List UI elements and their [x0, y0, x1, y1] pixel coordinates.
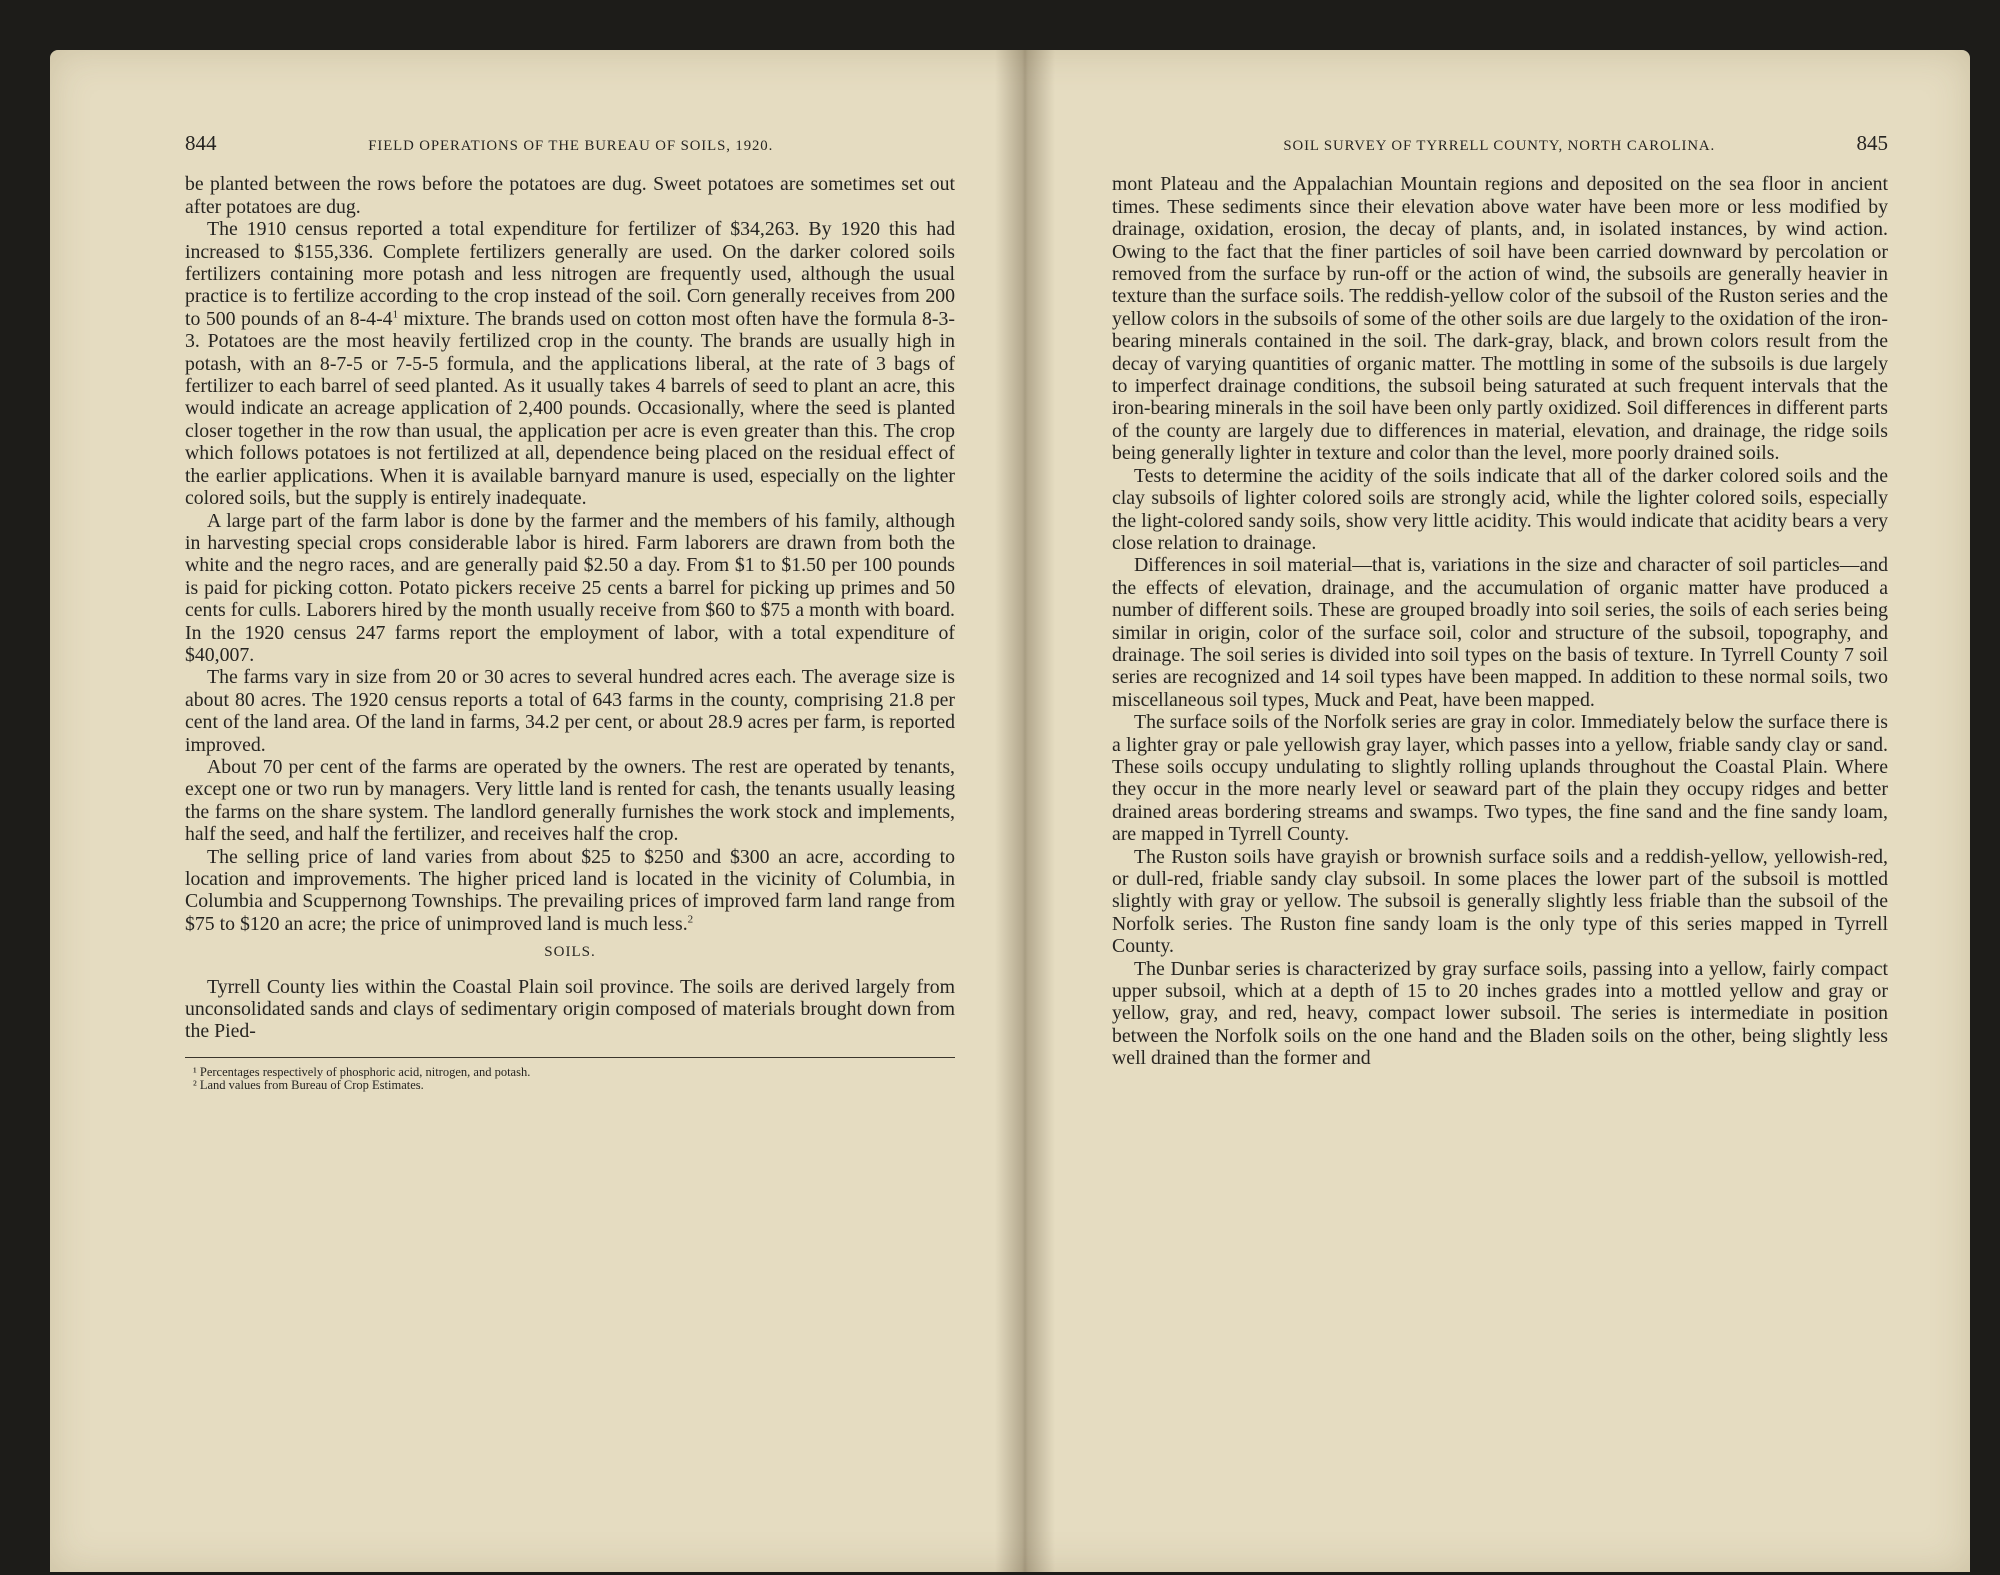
right-paragraph-ruston: The Ruston soils have grayish or brownish surface soils and a reddish-yellow, yellowish-red, or dull-red, friable sandy clay subsoil. In some places the lower part of the subsoil is mottled slightly with gray or yellow. The subsoil is generally slightly less friable than the subsoil of the Norfolk series. The Ruston fine sandy loam is the only type of this series mapped in Tyrrell County.: [1112, 845, 1888, 958]
right-paragraph-origin: mont Plateau and the Appalachian Mountain regions and deposited on the sea floor in ancient times. These sediments since their elevation above water have been more or less modified by drainage, oxidation, erosion, the decay of plants, and, in isolated instances, by wind action. Owing to the fact that the finer particles of soil have been carried downward by percolation or removed from the surface by run-off or the action of wind, the subsoils are generally heavier in texture than the surface soils. The reddish-yellow color of the subsoil of the Ruston series and the yellow colors in the subsoils of some of the other soils are due largely to the oxidation of the iron-bearing minerals contained in the soil. The dark-gray, black, and brown colors result from the decay of varying quantities of organic matter. The mottling in some of the subsoils is due largely to imperfect drainage conditions, the subsoil being saturated at such frequent intervals that the iron-bearing minerals in the soil have been only partly oxidized. Soil differences in different parts of the county are largely due to differences in material, elevation, and drainage, the ridge soils being generally lighter in texture and color than the level, more poorly drained soils.: [1112, 173, 1888, 465]
left-paragraph-soils: Tyrrell County lies within the Coastal Plain soil province. The soils are derived largely from unconsolidated sands and clays of sedimentary origin composed of materials brought down from the Pied-: [185, 975, 955, 1043]
right-page: [1112, 132, 1888, 1070]
left-paragraph-labor: A large part of the farm labor is done by the farmer and the members of his family, although in harvesting special crops considerable labor is hired. Farm laborers are drawn from both the white and the negro races, and are generally paid $2.50 a day. From $1 to $1.50 per 100 pounds is paid for picking cotton. Potato pickers receive 25 cents a barrel for picking up primes and 50 cents for culls. Laborers hired by the month usually receive from $60 to $75 a month with board. In the 1920 census 247 farms report the employment of labor, with a total expenditure of $40,007.: [185, 509, 955, 666]
book-spread: [50, 50, 1970, 1572]
right-page-number: 845: [1856, 131, 1888, 155]
left-paragraph: be planted between the rows before the potatoes are dug. Sweet potatoes are sometimes set out after potatoes are dug.: [185, 173, 955, 218]
right-running-head: [1112, 132, 1888, 157]
left-running-head: [185, 132, 955, 157]
footnote-ref-2: 2: [687, 913, 694, 926]
fertilizer-text-b: mixture. The brands used on cotton most often have the formula 8-3-3. Potatoes are the most heavily fertilized crop in the county. The brands are usually high in potash, with an 8-7-5 or 7-5-5 formula, and the applications liberal, at the rate of 3 bags of fertilizer to each barrel of seed planted. As it usually takes 4 barrels of seed to plant an acre, this would indicate an acreage application of 2,400 pounds. Occasionally, where the seed is planted closer together in the row than usual, the application per acre is even greater than this. The crop which follows potatoes is not fertilized at all, dependence being placed on the residual effect of the earlier applications. When it is available barnyard manure is used, especially on the lighter colored soils, but the supply is entirely inadequate.: [185, 307, 955, 510]
footnote-rule: [185, 1057, 955, 1058]
right-running-head-title: SOIL SURVEY OF TYRRELL COUNTY, NORTH CAROLINA.: [1283, 138, 1716, 154]
left-page-number: 844: [185, 131, 217, 155]
right-paragraph-soil-series: Differences in soil material—that is, variations in the size and character of soil particles—and the effects of elevation, drainage, and the accumulation of organic matter have produced a number of different soils. These are grouped broadly into soil series, the soils of each series being similar in origin, color of the surface soil, color and structure of the subsoil, topography, and drainage. The soil series is divided into soil types on the basis of texture. In Tyrrell County 7 soil series are recognized and 14 soil types have been mapped. In addition to these normal soils, two miscellaneous soil types, Muck and Peat, have been mapped.: [1112, 554, 1888, 711]
right-paragraph-acidity: Tests to determine the acidity of the soils indicate that all of the darker colored soils and the clay subsoils of lighter colored soils are strongly acid, while the lighter colored soils, especially the light-colored sandy soils, show very little acidity. This would indicate that acidity bears a very close relation to drainage.: [1112, 464, 1888, 554]
footnote-2: ² Land values from Bureau of Crop Estimates.: [193, 1078, 424, 1093]
land-price-text: The selling price of land varies from about $25 to $250 and $300 an acre, according to location and improvements. The higher priced land is located in the vicinity of Columbia, in Columbia and Scuppernong Townships. The prevailing prices of improved farm land range from $75 to $120 an acre; the price of unimproved land is much less.: [185, 845, 955, 935]
left-paragraph-farms: The farms vary in size from 20 or 30 acres to several hundred acres each. The average size is about 80 acres. The 1920 census reports a total of 643 farms in the county, comprising 21.8 per cent of the land area. Of the land in farms, 34.2 per cent, or about 28.9 acres per farm, is reported improved.: [185, 666, 955, 756]
book-gutter: [995, 50, 1055, 1572]
fertilizer-text-a: The 1910 census reported a total expenditure for fertilizer of $34,263. By 1920 this had increased to $155,336. Complete fertilizers generally are used. On the darker colored soils fertilizers containing more potash and less nitrogen are frequently used, although the usual practice is to fertilize according to the crop instead of the soil. Corn generally receives from 200 to 500 pounds of an 8-4-4: [185, 218, 955, 330]
left-paragraph-land-price: [185, 846, 955, 936]
left-page: [185, 132, 955, 1093]
right-paragraph-norfolk: The surface soils of the Norfolk series are gray in color. Immediately below the surface there is a lighter gray or pale yellowish gray layer, which passes into a yellow, friable sandy clay or sand. These soils occupy undulating to slightly rolling uplands throughout the Coastal Plain. Where they occur in the more nearly level or seaward part of the plain they occupy ridges and better drained areas bordering streams and swamps. Two types, the fine sand and the fine sandy loam, are mapped in Tyrrell County.: [1112, 711, 1888, 846]
footnote-1: ¹ Percentages respectively of phosphoric acid, nitrogen, and potash.: [193, 1064, 531, 1079]
left-paragraph-fertilizer: [185, 218, 955, 509]
left-running-head-title: FIELD OPERATIONS OF THE BUREAU OF SOILS, 1920.: [368, 138, 774, 154]
left-paragraph-tenure: About 70 per cent of the farms are operated by the owners. The rest are operated by tenants, except one or two run by managers. Very little land is rented for cash, the tenants usually leasing the farms on the share system. The landlord generally furnishes the work stock and implements, half the seed, and half the fertilizer, and receives half the crop.: [185, 755, 955, 846]
footnote-ref-1: 1: [392, 308, 399, 321]
right-paragraph-dunbar: The Dunbar series is characterized by gray surface soils, passing into a yellow, fairly compact upper subsoil, which at a depth of 15 to 20 inches grades into a mottled yellow and gray or yellow, gray, and red, heavy, compact lower subsoil. The series is intermediate in position between the Norfolk soils on the one hand and the Bladen soils on the other, being slightly less well drained than the former and: [1112, 957, 1888, 1070]
soils-section-heading: SOILS.: [544, 944, 596, 961]
